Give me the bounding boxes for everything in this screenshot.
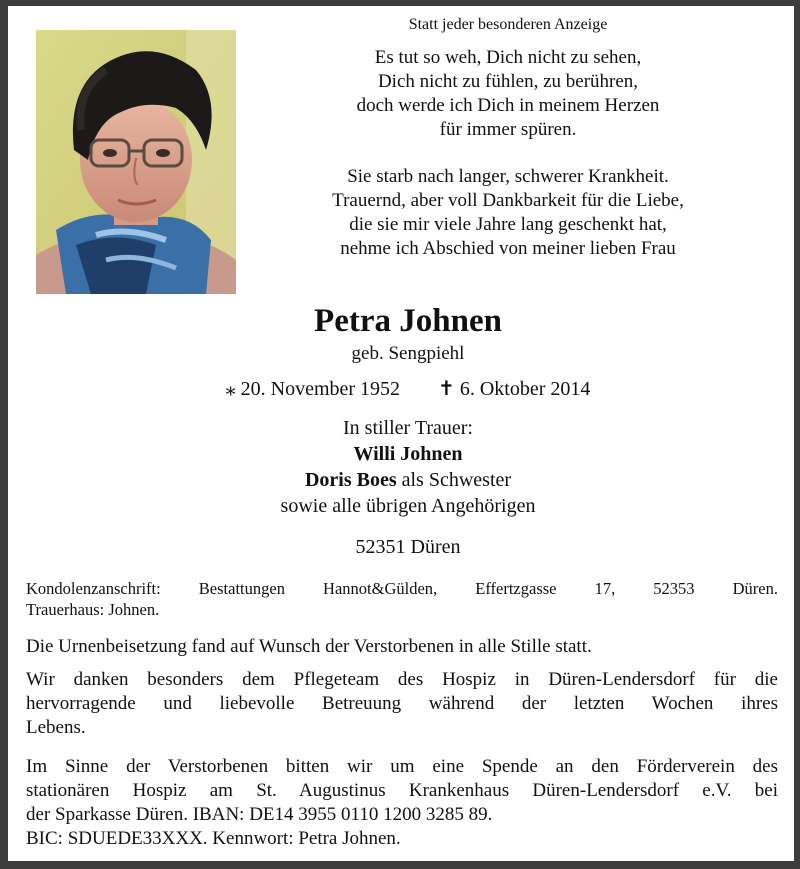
mourning-house: Trauerhaus: Johnen. <box>26 600 160 619</box>
mourner-name <box>158 441 658 467</box>
burial-note-text: Die Urnenbeisetzung fand auf Wunsch der Verstorbenen in alle Stille statt. <box>26 636 592 657</box>
other-relatives: sowie alle übrigen Angehörigen <box>280 495 536 517</box>
mourner-sister-relation: als Schwester <box>396 469 512 491</box>
condolence-line: Kondolenzanschrift: Bestattungen Hannot&Gülden, Effertzgasse 17, 52353 Düren. <box>26 579 778 598</box>
mourner-name-text: Willi Johnen <box>353 443 463 465</box>
farewell-line: nehme ich Abschied von meiner lieben Frau <box>340 238 676 259</box>
farewell-line: Trauernd, aber voll Dankbarkeit für die Liebe, <box>332 190 684 211</box>
thanks-line: Lebens. <box>26 717 86 738</box>
farewell-line: die sie mir viele Jahre lang geschenkt hat, <box>349 214 667 235</box>
obituary-card <box>8 6 794 861</box>
birth-star-icon: ⁎ <box>225 378 236 400</box>
mourner-sister-name: Doris Boes <box>304 469 397 491</box>
portrait-photo <box>36 30 236 294</box>
mourners-block <box>158 415 658 519</box>
burial-note <box>26 635 778 659</box>
poem-line: Dich nicht zu fühlen, zu berühren, <box>377 71 639 92</box>
donation-line: Im Sinne der Verstorbenen bitten wir um eine Spende an den Förderverein des <box>26 756 778 777</box>
life-dates <box>158 376 658 401</box>
farewell-line: Sie starb nach langer, schwerer Krankheit. <box>347 166 669 187</box>
poem-line: doch werde ich Dich in meinem Herzen <box>356 95 660 116</box>
mourning-intro: In stiller Trauer: <box>343 417 473 439</box>
notice-header: Statt jeder besonderen Anzeige <box>408 16 608 33</box>
city-line: 52351 Düren <box>355 536 461 558</box>
donation-line: der Sparkasse Düren. IBAN: DE14 3955 0110 1200 3285 89. <box>26 804 493 825</box>
poem-line: Es tut so weh, Dich nicht zu sehen, <box>374 47 642 68</box>
portrait-image <box>36 30 236 294</box>
thanks-line: hervorragende und liebevolle Betreuung während der letzten Wochen ihres <box>26 693 778 714</box>
death-date: 6. Oktober 2014 <box>459 378 591 400</box>
mourner-sister <box>158 467 658 493</box>
death-cross-icon: ✝ <box>438 378 455 400</box>
donation-paragraph <box>26 755 778 851</box>
thanks-paragraph <box>26 668 778 740</box>
poem-line: für immer spüren. <box>439 119 577 140</box>
donation-line: stationären Hospiz am St. Augustinus Krankenhaus Düren-Lendersdorf e.V. bei <box>26 780 778 801</box>
poem-verse <box>308 46 708 142</box>
farewell-text <box>308 165 708 261</box>
donation-line: BIC: SDUEDE33XXX. Kennwort: Petra Johnen. <box>26 828 401 849</box>
condolence-address <box>26 578 778 620</box>
deceased-name: Petra Johnen <box>314 303 502 339</box>
thanks-line: Wir danken besonders dem Pflegeteam des Hospiz in Düren-Lendersdorf für die <box>26 669 778 690</box>
maiden-name: geb. Sengpiehl <box>351 343 465 364</box>
birth-date: 20. November 1952 <box>240 378 401 400</box>
